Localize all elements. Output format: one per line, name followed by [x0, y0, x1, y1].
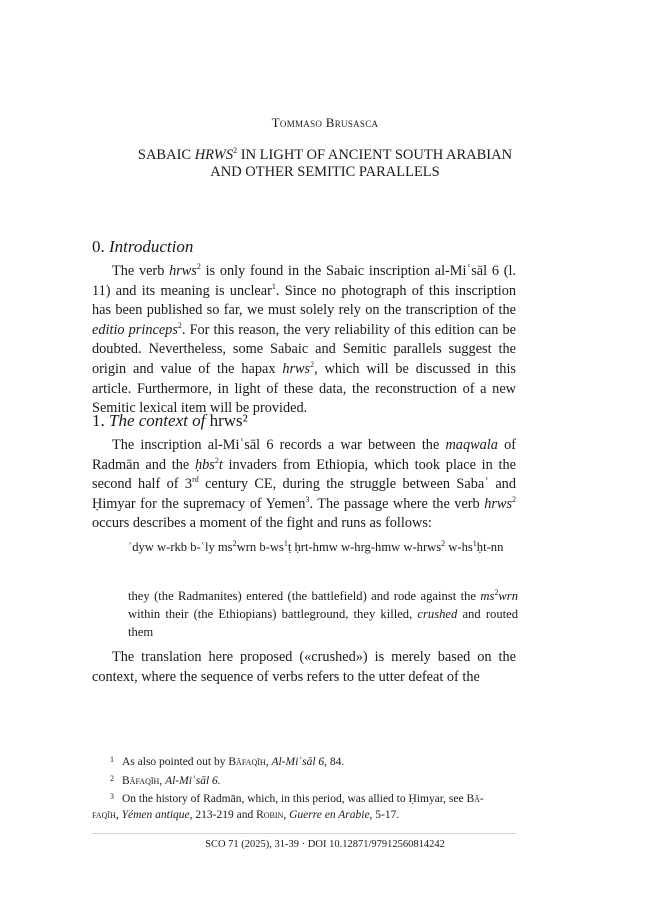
section-heading-context: 1. The context of hrws² [92, 411, 248, 430]
context-paragraph: The inscription al-Miʿsāl 6 records a war between the maqwala of Radmān and the ḥbs$^2$t invaders from Ethiopia, which took place in the second half of 3rd century CE, during the struggle between Sabaʾ and Ḥimyar for the supremacy of Yemen$^3$. The passage where the verb hrws$^2$ occurs describes a moment of the fight and runs as follows: [92, 437, 517, 532]
footnote-3: 3 On the history of Radmān, which, in this period, was allied to Ḥimyar, see Bā- [110, 792, 484, 805]
quote-translation: they (the Radmanites) entered (the battlefield) and rode against the $ms^2wrn$ within their (the Ethiopians) battleground, they killed, crushed and routed them [128, 587, 518, 639]
footnote-1: 1 As also pointed out by Bāfaqīh, Al-Miʿsāl 6, 84. [110, 755, 345, 768]
footer-rule [92, 833, 516, 834]
footnote-3-cont: faqīh, Yémen antique, 213-219 and Robin, Guerre en Arabie, 5-17. [92, 808, 400, 821]
page-footer: SCO 71 (2025), 31-39 · DOI 10.12871/97912560814242 [205, 839, 445, 850]
section-heading-introduction: 0. Introduction [92, 237, 194, 256]
footnote-2: 2 Bāfaqīh, Al-Miʿsāl 6. [110, 773, 221, 787]
intro-paragraph: The verb hrws$^2$ is only found in the Sabaic inscription al-Miʿsāl 6 (l. 11) and its meaning is unclear$^1$. Since no photograph of this inscription has been published so far, we must solely rely on the transcription of the editio princeps$^2$. For this reason, the very reliability of this edition can be doubted. Nevertheless, some Sabaic and Semitic parallels suggest the origin and value of the hapax hrws$^2$, which will be discussed in this article. Furthermore, in light of these data, the reconstruction of a new Semitic lexical item will be provided. [92, 262, 517, 417]
title-line-2: AND OTHER SEMITIC PARALLELS [210, 164, 440, 180]
quote-transliteration: ʾdyw w-rkb b-ʿly $ms^2wrn$ $b-ws^1ṭ$ ḥrt-hmw w-hrg-hmw w-hrws$^2$ $w-hs^1ḥt-nn$ [128, 538, 504, 554]
author-name: Tommaso Brusasca [271, 115, 379, 130]
footnotes [92, 752, 520, 823]
closing-paragraph: The translation here proposed («crushed») is merely based on the context, where the sequence of verbs refers to the utter defeat of the [92, 649, 516, 685]
title-line-1: SABAIC HRWS$^2$ IN LIGHT OF ANCIENT SOUTH ARABIAN [137, 146, 513, 163]
article-title [0, 147, 650, 181]
